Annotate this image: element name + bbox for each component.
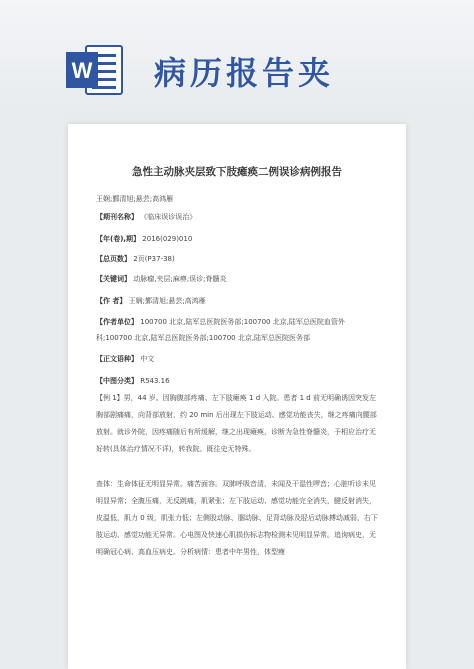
field-value: 动脉瘤,夹层;麻痹;误诊;脊髓炎 (133, 275, 227, 283)
field-value: 100700 北京,陆军总医院医务部;100700 北京,陆军总医院血管外 (140, 318, 345, 326)
field-value: 中文 (140, 355, 155, 363)
field-pages (96, 254, 175, 264)
svg-text:W: W (71, 58, 93, 83)
field-label: 【年(卷),期】 (96, 235, 141, 243)
field-classification (96, 376, 170, 386)
word-icon (64, 40, 126, 100)
field-label: 【正文语种】 (96, 355, 138, 363)
field-value: 《临床误诊误治》 (140, 213, 197, 221)
field-label: 【作者单位】 (96, 318, 138, 326)
field-journal (96, 212, 196, 222)
field-language (96, 354, 154, 364)
field-label: 【中图分类】 (96, 377, 138, 385)
field-value: R543.16 (140, 377, 170, 385)
document-page (68, 124, 406, 669)
field-authors (96, 296, 206, 306)
field-label: 【作 者】 (96, 297, 127, 305)
field-year (96, 234, 192, 244)
field-value: 2页(P37-38) (133, 255, 175, 263)
field-affiliation (96, 317, 345, 327)
case-paragraph-2: 查体：生命体征无明显异常。痛苦面容。双肺呼吸音清，未闻及干湿性啰音；心脏听诊未见明显异常；全腹压痛，无反跳痛，肌紧张；左下肢运动、感觉功能完全消失，腱反射消失，皮温低，肌力 0 级，肌张力低；左侧股动脉、腘动脉、足背动脉及胫后动脉搏动减弱，右下肢运动、感觉功能无异常。心电图及快速心肌损伤标志物检测未见明显异常。追询病史，无明确冠心病、高血压病史。分析病情：患者中年男性，体型瘦 (96, 480, 378, 556)
field-label: 【总页数】 (96, 255, 131, 263)
field-value: 2016(029)010 (142, 235, 193, 243)
case-paragraph-1: 【例 1】男，44 岁。因胸腹部疼痛、左下肢瘫痪 1 d 入院。患者 1 d 前无明确诱因突发左胸部剧痛痛，向背部放射，约 20 min 后出现左下肢运动、感觉功能丧失，继之疼痛向腰部放射。就诊外院，因疼痛随后有所缓解，继之出现瘫痪，诊断为急性脊髓炎，予相应治疗无好转(具体治疗情况不详)，转我院。既往史无特殊。 (96, 394, 377, 453)
header-banner (0, 0, 474, 118)
header-title: 病历报告夹 (154, 54, 335, 92)
paper-title: 急性主动脉夹层致下肢瘫痪二例误诊病例报告 (132, 166, 342, 178)
field-value: 科;100700 北京,陆军总医院医务部;100700 北京,陆军总医院医务部 (96, 334, 311, 342)
field-label: 【关键词】 (96, 275, 131, 283)
field-label: 【期刊名称】 (96, 213, 138, 221)
field-value: 王娴;鄞清旭;悬芸;高鸿雁 (128, 297, 206, 305)
authors-line: 王娴;鄞清旭;悬芸;高鸿雁 (96, 195, 174, 203)
field-affiliation-cont (96, 333, 310, 343)
field-keywords (96, 274, 227, 284)
